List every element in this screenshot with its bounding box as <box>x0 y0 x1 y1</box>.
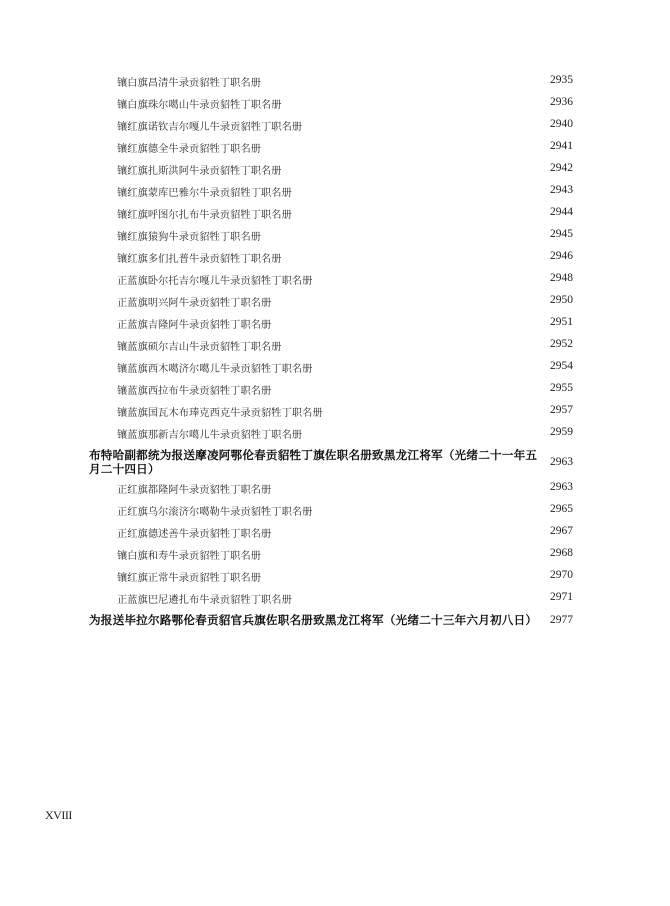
toc-entry-title: 镶白旗昌清牛录贡貂牲丁职名册 <box>117 78 262 89</box>
toc-entry-title: 正蓝旗吉隆阿牛录贡貂牲丁职名册 <box>117 320 272 331</box>
toc-entry-title: 镶红旗诺钦吉尔嘎儿牛录贡貂牲丁职名册 <box>117 122 303 133</box>
toc-entry-title: 为报送毕拉尔路鄂伦春贡貂官兵旗佐职名册致黑龙江将军（光绪二十三年六月初八日） <box>89 613 538 627</box>
toc-register-entry <box>0 291 670 313</box>
toc-register-entry <box>0 566 670 588</box>
toc-entry-title: 镶红旗德全牛录贡貂牲丁职名册 <box>117 144 262 155</box>
page-folio: XVIII <box>45 808 72 822</box>
toc-entry-title: 镶蓝旗国瓦木布琫克西克牛录贡貂牲丁职名册 <box>117 408 323 419</box>
toc-entry-title: 镶红旗正常牛录贡貂牲丁职名册 <box>117 573 262 584</box>
toc-entry-page-number: 2959 <box>550 426 573 438</box>
toc-register-entry <box>0 423 670 445</box>
toc-entry-page-number: 2936 <box>550 96 573 108</box>
toc-entry-page-number: 2957 <box>550 404 573 416</box>
toc-entry-page-number: 2965 <box>550 503 573 515</box>
toc-register-entry <box>0 379 670 401</box>
toc-entry-page-number: 2944 <box>550 206 573 218</box>
toc-entry-title: 布特哈副都统为报送摩凌阿鄂伦春贡貂牲丁旗佐职名册致黑龙江将军（光绪二十一年五月二十四日） <box>89 448 538 476</box>
toc-entry-page-number: 2954 <box>550 360 573 372</box>
toc-register-entry <box>0 500 670 522</box>
toc-entry-page-number: 2948 <box>550 272 573 284</box>
toc-register-entry <box>0 247 670 269</box>
toc-entry-page-number: 2968 <box>550 547 573 559</box>
toc-register-entry <box>0 478 670 500</box>
toc-entry-page-number: 2942 <box>550 162 573 174</box>
toc-entry-page-number: 2977 <box>550 613 573 626</box>
toc-entry-title: 正蓝旗明兴阿牛录贡貂牲丁职名册 <box>117 298 272 309</box>
toc-entry-page-number: 2950 <box>550 294 573 306</box>
toc-register-entry <box>0 269 670 291</box>
toc-entry-page-number: 2935 <box>550 74 573 86</box>
toc-entry-page-number: 2941 <box>550 140 573 152</box>
toc-register-entry <box>0 203 670 225</box>
toc-entry-title: 镶蓝旗西拉布牛录贡貂牲丁职名册 <box>117 386 272 397</box>
toc-entry-page-number: 2963 <box>550 481 573 493</box>
toc-entry-title: 镶红旗呼图尔扎布牛录贡貂牲丁职名册 <box>117 210 292 221</box>
toc-register-entry <box>0 357 670 379</box>
toc-register-entry <box>0 181 670 203</box>
toc-register-entry <box>0 71 670 93</box>
toc-entry-title: 镶红旗蒙库巴雅尔牛录贡貂牲丁职名册 <box>117 188 292 199</box>
toc-register-entry <box>0 544 670 566</box>
toc-register-entry <box>0 225 670 247</box>
toc-entry-title: 镶白旗珠尔噶山牛录贡貂牲丁职名册 <box>117 100 282 111</box>
table-of-contents <box>0 71 670 629</box>
toc-entry-page-number: 2943 <box>550 184 573 196</box>
toc-entry-title: 正蓝旗巴尼遴扎布牛录贡貂牲丁职名册 <box>117 595 292 606</box>
toc-entry-title: 正红旗乌尔滚济尔噶勒牛录贡貂牲丁职名册 <box>117 507 313 518</box>
toc-entry-title: 正蓝旗卧尔托吉尔嘎儿牛录贡貂牲丁职名册 <box>117 276 313 287</box>
toc-entry-title: 镶红旗扎斯洪阿牛录贡貂牲丁职名册 <box>117 166 282 177</box>
toc-entry-page-number: 2940 <box>550 118 573 130</box>
toc-document-entry <box>0 610 670 629</box>
toc-entry-page-number: 2963 <box>550 455 573 468</box>
toc-register-entry <box>0 313 670 335</box>
toc-entry-title: 镶蓝旗那新吉尔噶儿牛录贡貂牲丁职名册 <box>117 430 303 441</box>
toc-register-entry <box>0 159 670 181</box>
toc-entry-page-number: 2955 <box>550 382 573 394</box>
toc-entry-page-number: 2952 <box>550 338 573 350</box>
toc-entry-page-number: 2971 <box>550 591 573 603</box>
toc-entry-title: 镶蓝旗硕尔吉山牛录贡貂牲丁职名册 <box>117 342 282 353</box>
toc-entry-title: 镶红旗猿狗牛录贡貂牲丁职名册 <box>117 232 262 243</box>
toc-register-entry <box>0 137 670 159</box>
toc-register-entry <box>0 115 670 137</box>
toc-entry-title: 镶蓝旗西木噶济尔噶儿牛录贡貂牲丁职名册 <box>117 364 313 375</box>
toc-entry-title: 正红旗德述善牛录贡貂牲丁职名册 <box>117 529 272 540</box>
toc-entry-page-number: 2946 <box>550 250 573 262</box>
toc-entry-page-number: 2970 <box>550 569 573 581</box>
toc-document-entry <box>0 445 670 478</box>
toc-entry-page-number: 2945 <box>550 228 573 240</box>
toc-register-entry <box>0 401 670 423</box>
toc-entry-page-number: 2951 <box>550 316 573 328</box>
toc-entry-title: 镶白旗和寿牛录贡貂牲丁职名册 <box>117 551 262 562</box>
toc-entry-title: 镶红旗多们扎普牛录贡貂牲丁职名册 <box>117 254 282 265</box>
toc-register-entry <box>0 93 670 115</box>
toc-register-entry <box>0 588 670 610</box>
toc-register-entry <box>0 522 670 544</box>
toc-entry-title: 正红旗都隆阿牛录贡貂牲丁职名册 <box>117 485 272 496</box>
toc-entry-page-number: 2967 <box>550 525 573 537</box>
toc-register-entry <box>0 335 670 357</box>
